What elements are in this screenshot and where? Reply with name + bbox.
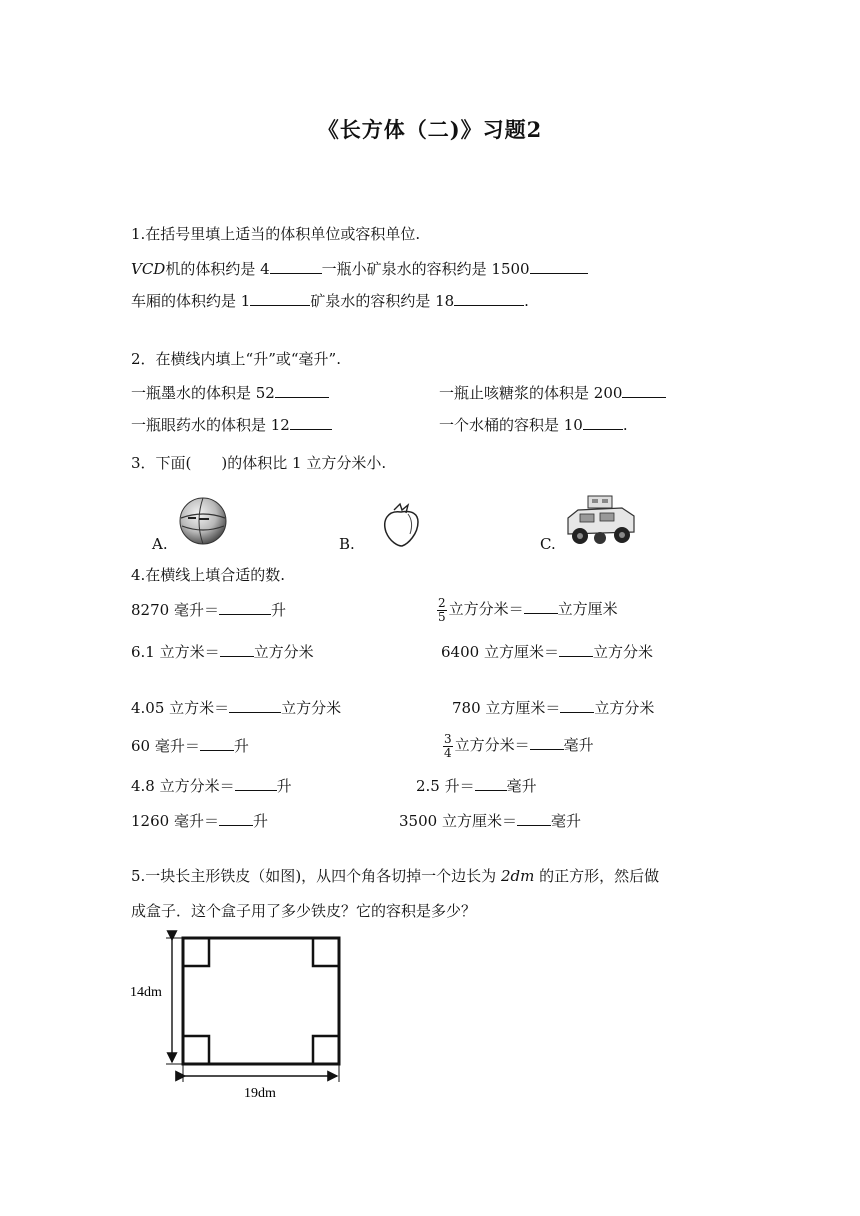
unit-text: 毫升 (563, 736, 594, 754)
q2-item (439, 415, 628, 435)
answer-blank[interactable] (559, 642, 593, 657)
answer-blank[interactable] (475, 776, 507, 791)
strawberry-icon[interactable] (378, 500, 424, 548)
fraction-numerator: 2 (438, 595, 446, 610)
q1-line2-b: 矿泉水的容积约是 18 (310, 292, 455, 310)
unit-text: 升 (276, 777, 292, 795)
answer-blank[interactable] (524, 599, 558, 614)
q4-item-text: 立方分米＝ (454, 736, 530, 754)
q1-line1-b: 一瓶小矿泉水的容积约是 1500 (321, 260, 530, 278)
answer-blank[interactable] (270, 259, 322, 274)
q1-line2-a: 车厢的体积约是 1 (131, 292, 251, 310)
q1-heading: 1.在括号里填上适当的体积单位或容积单位. (131, 225, 421, 243)
page-title: 《长方体（二)》习题2 (317, 117, 543, 142)
q4-item (131, 811, 268, 831)
q4-item-text: 1260 毫升＝ (131, 812, 219, 830)
answer-blank[interactable] (219, 811, 253, 826)
q2-item-text: 一个水桶的容积是 10 (439, 416, 583, 434)
q2-item-text: 一瓶眼药水的体积是 12 (131, 416, 290, 434)
q4-item (131, 600, 286, 620)
fraction-denominator: 5 (438, 609, 446, 624)
q4-item (131, 776, 292, 796)
q2-item (131, 383, 329, 403)
q1-vcd-text: VCD (131, 260, 166, 278)
q5-text: 5.一块长主形铁皮（如图)，从四个角各切掉一个边长为 (131, 867, 501, 885)
q4-heading: 4.在横线上填合适的数. (131, 566, 286, 584)
unit-text: 升 (270, 601, 286, 619)
basketball-icon[interactable] (178, 496, 228, 546)
q4-item (443, 728, 594, 762)
fraction-numerator: 3 (444, 731, 452, 746)
q4-item (441, 642, 653, 662)
q4-item (131, 736, 249, 756)
q4-item-text: 60 毫升＝ (131, 737, 200, 755)
q5-text: 的正方形，然后做 (534, 867, 660, 885)
q5-line2: 成盒子．这个盒子用了多少铁皮？它的容积是多少？ (131, 902, 477, 920)
q4-item (452, 698, 654, 718)
period: . (622, 416, 628, 434)
q4-item (399, 811, 581, 831)
q5-line1 (131, 866, 659, 886)
toy-truck-icon[interactable] (564, 492, 638, 548)
answer-blank[interactable] (622, 383, 666, 398)
unit-text: 升 (252, 812, 268, 830)
answer-blank[interactable] (530, 735, 564, 750)
fraction-denominator: 4 (444, 745, 452, 760)
q4-item-text: 4.8 立方分米＝ (131, 777, 235, 795)
q4-item-text: 2.5 升＝ (416, 777, 475, 795)
q4-item-text: 6400 立方厘米＝ (441, 643, 559, 661)
answer-blank[interactable] (275, 383, 329, 398)
answer-blank[interactable] (250, 291, 310, 306)
q4-item (416, 776, 537, 796)
answer-blank[interactable] (235, 776, 277, 791)
unit-text: 毫升 (506, 777, 537, 795)
q4-item-text: 4.05 立方米＝ (131, 699, 230, 717)
q4-item (131, 698, 341, 718)
width-label: 19dm (244, 1086, 276, 1101)
option-a-label[interactable]: A. (152, 535, 168, 553)
answer-blank[interactable] (200, 736, 234, 751)
unit-text: 毫升 (550, 812, 581, 830)
q3-heading: 3．下面( )的体积比 1 立方分米小. (131, 454, 387, 472)
q4-item (131, 642, 314, 662)
q4-item-text: 立方分米＝ (448, 600, 524, 618)
answer-blank[interactable] (560, 698, 594, 713)
fraction (437, 597, 447, 624)
unit-text: 立方分米 (253, 643, 314, 661)
height-label: 14dm (130, 985, 162, 1000)
q2-item-text: 一瓶墨水的体积是 52 (131, 384, 275, 402)
unit-text: 升 (233, 737, 249, 755)
fraction (443, 733, 453, 760)
answer-blank[interactable] (229, 698, 281, 713)
answer-blank[interactable] (220, 642, 254, 657)
q1-line1-a: 机的体积约是 4 (165, 260, 270, 278)
q4-item-text: 6.1 立方米＝ (131, 643, 220, 661)
q4-item-text: 780 立方厘米＝ (452, 699, 561, 717)
answer-blank[interactable] (583, 415, 623, 430)
q2-heading: 2．在横线内填上“升”或“毫升”. (131, 350, 341, 368)
q5-dimension-text: 2dm (500, 867, 535, 885)
option-c-label[interactable]: C. (540, 535, 556, 553)
q1-line2 (131, 291, 529, 311)
answer-blank[interactable] (530, 259, 588, 274)
q2-item-text: 一瓶止咳糖浆的体积是 200 (439, 384, 623, 402)
iron-sheet-diagram (128, 930, 348, 1102)
q4-item (437, 592, 618, 626)
unit-text: 立方分米 (594, 699, 655, 717)
sheet-rectangle (183, 938, 339, 1064)
q1-line1 (131, 259, 588, 279)
unit-text: 立方厘米 (557, 600, 618, 618)
unit-text: 立方分米 (281, 699, 342, 717)
q2-item (439, 383, 666, 403)
answer-blank[interactable] (454, 291, 524, 306)
period: . (524, 292, 529, 310)
answer-blank[interactable] (290, 415, 332, 430)
q4-item-text: 8270 毫升＝ (131, 601, 219, 619)
q4-item-text: 3500 立方厘米＝ (399, 812, 517, 830)
answer-blank[interactable] (219, 600, 271, 615)
q2-item (131, 415, 332, 435)
unit-text: 立方分米 (592, 643, 653, 661)
option-b-label[interactable]: B. (339, 535, 355, 553)
answer-blank[interactable] (517, 811, 551, 826)
